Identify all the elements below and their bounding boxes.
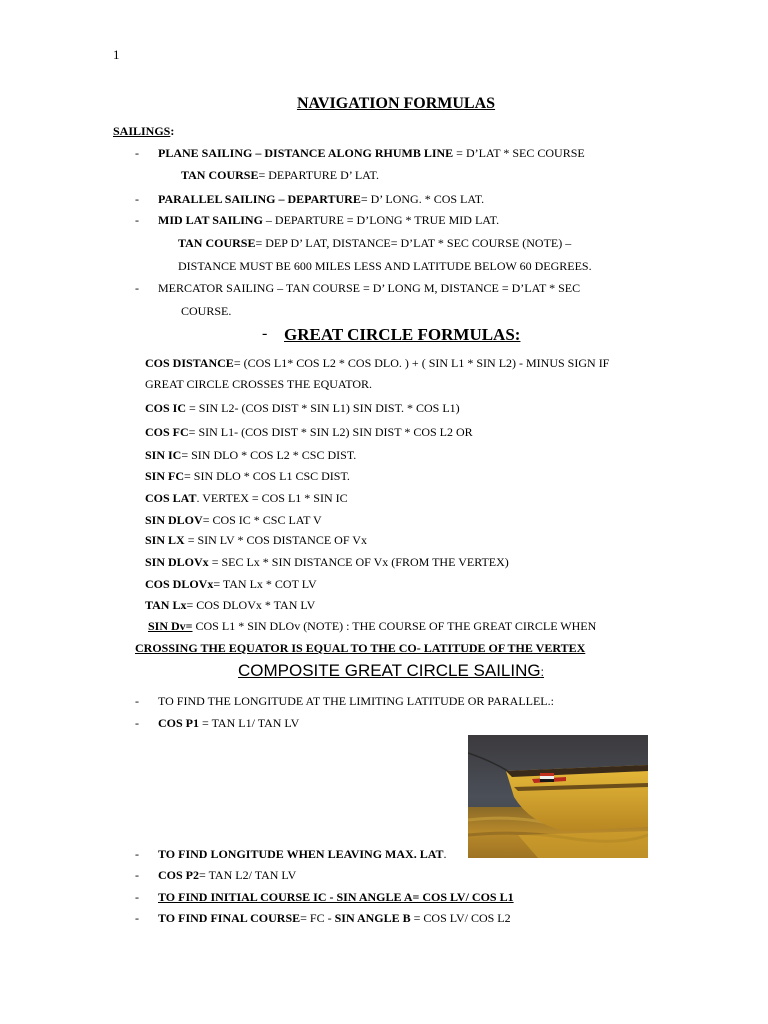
page-title: NAVIGATION FORMULAS <box>296 95 496 112</box>
bullet-dash: - <box>135 716 139 730</box>
sin-lx-line: SIN LX = SIN LV * COS DISTANCE OF Vx <box>145 533 367 547</box>
sin-dlovx-line: SIN DLOVx = SEC Lx * SIN DISTANCE OF Vx (FROM THE VERTEX) <box>145 555 509 569</box>
bullet-dash: - <box>135 890 139 904</box>
mid-lat-tan-course-line: TAN COURSE= DEP D’ LAT, DISTANCE= D’LAT * SEC COURSE (NOTE) – <box>178 236 572 250</box>
cos-distance-cont: GREAT CIRCLE CROSSES THE EQUATOR. <box>145 377 373 391</box>
sin-fc-line: SIN FC= SIN DLO * COS L1 CSC DIST. <box>145 469 350 483</box>
boat-photo <box>468 735 648 858</box>
sailings-heading: SAILINGS: <box>113 124 175 138</box>
cos-dlovx-line: COS DLOVx= TAN Lx * COT LV <box>145 577 317 591</box>
cos-p2-line: COS P2= TAN L2/ TAN LV <box>158 868 297 882</box>
page-number: 1 <box>113 47 120 62</box>
bullet-dash: - <box>135 213 139 227</box>
cos-lat-vertex-line: COS LAT. VERTEX = COS L1 * SIN IC <box>145 491 348 505</box>
plane-tan-course-line: TAN COURSE= DEPARTURE D’ LAT. <box>181 168 379 182</box>
boat-image <box>468 735 648 858</box>
bullet-dash: - <box>135 281 139 295</box>
mid-lat-note-line: DISTANCE MUST BE 600 MILES LESS AND LATITUDE BELOW 60 DEGREES. <box>178 259 592 273</box>
bullet-dash: - <box>135 694 139 708</box>
sin-dv-line: SIN Dv= COS L1 * SIN DLOv (NOTE) : THE COURSE OF THE GREAT CIRCLE WHEN <box>148 619 597 633</box>
mid-lat-sailing-line: MID LAT SAILING – DEPARTURE = D’LONG * TRUE MID LAT. <box>158 213 500 227</box>
final-course-line: TO FIND FINAL COURSE= FC - SIN ANGLE B = COS LV/ COS L2 <box>158 911 511 925</box>
initial-course-line: TO FIND INITIAL COURSE IC - SIN ANGLE A= COS LV/ COS L1 <box>158 890 514 904</box>
find-longitude-limiting-line: TO FIND THE LONGITUDE AT THE LIMITING LATITUDE OR PARALLEL.: <box>158 694 554 708</box>
bullet-dash: - <box>135 868 139 882</box>
tan-lx-line: TAN Lx= COS DLOVx * TAN LV <box>145 598 316 612</box>
cos-distance-line: COS DISTANCE= (COS L1* COS L2 * COS DLO. ) + ( SIN L1 * SIN L2) - MINUS SIGN IF <box>145 356 610 370</box>
find-longitude-leaving-line: TO FIND LONGITUDE WHEN LEAVING MAX. LAT. <box>158 847 447 861</box>
sin-ic-line: SIN IC= SIN DLO * COS L2 * CSC DIST. <box>145 448 357 462</box>
sin-dlov-line: SIN DLOV= COS IC * CSC LAT V <box>145 513 322 527</box>
great-circle-heading: GREAT CIRCLE FORMULAS: <box>284 325 521 344</box>
heading-dash: - <box>262 325 268 342</box>
cos-ic-line: COS IC = SIN L2- (COS DIST * SIN L1) SIN DIST. * COS L1) <box>145 401 460 415</box>
bullet-dash: - <box>135 847 139 861</box>
plane-sailing-line: PLANE SAILING – DISTANCE ALONG RHUMB LINE = D’LAT * SEC COURSE <box>158 146 585 160</box>
bullet-dash: - <box>135 192 139 206</box>
cos-p1-line: COS P1 = TAN L1/ TAN LV <box>158 716 300 730</box>
bullet-dash: - <box>135 146 139 160</box>
cos-fc-line: COS FC= SIN L1- (COS DIST * SIN L2) SIN DIST * COS L2 OR <box>145 425 473 439</box>
crossing-equator-line: CROSSING THE EQUATOR IS EQUAL TO THE CO- LATITUDE OF THE VERTEX <box>135 641 586 655</box>
mercator-sailing-cont: COURSE. <box>181 304 232 318</box>
parallel-sailing-line: PARALLEL SAILING – DEPARTURE= D’ LONG. * COS LAT. <box>158 192 485 206</box>
composite-heading: COMPOSITE GREAT CIRCLE SAILING: <box>238 661 544 680</box>
bullet-dash: - <box>135 911 139 925</box>
mercator-sailing-line: MERCATOR SAILING – TAN COURSE = D’ LONG M, DISTANCE = D’LAT * SEC <box>158 281 581 295</box>
